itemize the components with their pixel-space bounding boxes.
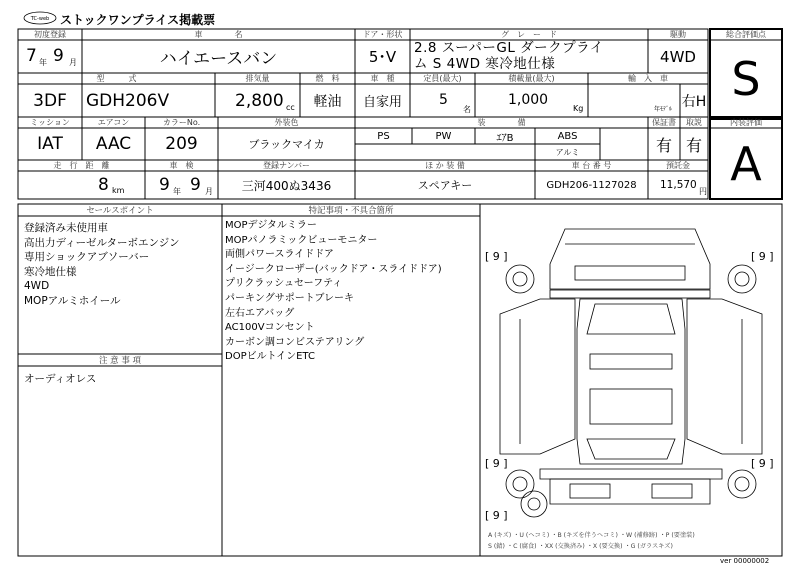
first-registration [18,40,82,73]
hdr-capacity: 定員(最大) [423,74,462,83]
hdr-model-type: 型 式 [96,74,137,83]
hdr-total-score: 総合評価点 [726,30,766,39]
equip-pw: PW [435,131,452,142]
warranty: 有 [655,135,672,155]
displacement [215,84,300,117]
hdr-aircon: エアコン [97,118,130,127]
other-equipment: スペアキー [417,179,473,192]
legend-line-1: A (キズ) ・U (ヘコミ) ・B (キズを伴うヘコミ) ・W (補修跡) ・P (要塗装) [488,532,695,539]
hdr-vin: 車 台 番 号 [571,161,612,170]
hdr-drive: 駆動 [670,30,686,39]
drive: 4WD [660,47,696,66]
hdr-deposit: 預託金 [666,161,690,170]
car-name: ハイエースバン [159,49,278,69]
manual: 有 [685,135,702,155]
capacity [410,84,475,117]
vin: GDH206-1127028 [546,179,637,191]
hdr-door-shape: ドア・形状 [362,30,403,39]
hdr-warranty: 保証書 [652,118,676,127]
hdr-car-name: 車 名 [194,30,243,39]
interior-score: A [730,136,762,191]
displacement-value: 2,800 [235,91,284,111]
legend-line-2: S (錆) ・C (腐食) ・XX (交換済み) ・X (要交換) ・G (ガラスキズ) [488,543,673,550]
model-prefix: 3DF [33,90,67,111]
hdr-other-equipment: ほ か 装 備 [425,161,465,170]
inspection-year: 9 [159,175,170,195]
equip-airbag: ｴｱB [496,133,514,144]
hdr-displacement: 排気量 [245,74,270,83]
notes-header: 注 意 事 項 [98,356,142,366]
grade-line-2: ム S 4WD 寒冷地仕様 [414,56,556,72]
page-title: ストックワンプライス掲載票 [60,13,216,27]
load-value: 1,000 [508,92,549,108]
equip-alumi: アルミ [555,148,580,157]
hdr-plate: 登録ナンバー [262,161,311,170]
equip-ps: PS [377,131,390,142]
logo-text: TC-web [30,16,50,22]
mission: IAT [37,134,63,154]
grade-line-1: 2.8 スーパーGL ダークプライ [414,40,604,56]
mileage-unit: km [112,186,125,195]
hdr-grade: グ レ ー ド [501,30,557,39]
reg-nen: 年 [39,58,47,67]
load-capacity [475,84,588,117]
hdr-inspection: 車 検 [169,161,194,170]
hdr-first-registration: 初度登録 [34,30,66,39]
deposit-value: 11,570 [660,179,697,191]
reg-tsuki: 月 [69,58,77,67]
mileage [18,171,145,199]
reg-month: 9 [53,46,64,66]
inspection-tsuki: 月 [205,187,213,196]
total-score: S [731,52,761,106]
deposit [648,171,708,199]
inspection-nen: 年 [173,187,181,196]
inspection-month: 9 [190,175,201,195]
inspection [145,171,218,199]
exterior-color: ブラックマイカ [248,138,325,151]
aircon: AAC [95,134,132,154]
plate-number: 三河400ぬ3436 [241,178,332,193]
hdr-manual: 取説 [686,118,702,127]
grade [414,40,646,73]
damage-diagram [480,204,782,556]
hdr-fuel: 燃 料 [315,74,340,83]
hdr-mission: ミッション [30,118,70,127]
equip-abs: ABS [557,131,578,142]
fuel: 軽油 [313,93,342,110]
selling-points: 登録済み未使用車 高出力ディーゼルターボエンジン 専用ショックアブソーバー 寒冷地仕様 4WD MOPアルミホイール [24,222,180,307]
load-unit: Kg [573,104,584,113]
selling-points-header: セールスポイント [86,206,154,216]
hdr-load: 積載量(最大) [508,74,555,83]
capacity-value: 5 [439,92,448,108]
tread-rear-left: [ 9 ] [485,457,508,470]
hdr-color-no: カラーNo. [162,118,201,127]
door-shape: 5･V [368,48,397,66]
tread-front-right: [ 9 ] [751,250,774,263]
hdr-import: 輸 入 車 [628,74,668,83]
model-code: GDH206V [86,90,170,111]
deposit-unit: 円 [699,187,707,196]
tread-front-left: [ 9 ] [485,250,508,263]
handle-side: 右H [681,93,707,110]
reg-year: 7 [26,46,37,66]
hdr-interior-score: 内装評価 [730,118,762,127]
hdr-mileage: 走 行 距 離 [53,161,110,170]
usage: 自家用 [362,95,402,110]
model-year-label: 年ﾓﾃﾞﾙ [654,106,673,113]
special-notes-header: 特記事項・不具合箇所 [308,206,394,216]
color-no: 209 [165,134,198,154]
hdr-equipment: 装 備 [477,118,526,127]
hdr-usage: 車 種 [370,74,395,83]
special-notes: MOPデジタルミラー MOPパノラミックビューモニター 両側パワースライドドア イージークローザー(バックドア・スライドドア) プリクラッシュセーフティ パーキングサポートブレーキ 左右エアバッグ AC100Vコンセント カーボン調コンビステアリング DOPビルトインETC [225,220,442,363]
notes: オーディオレス [24,373,97,385]
mileage-value: 8 [98,175,109,195]
tread-rear-right: [ 9 ] [751,457,774,470]
hdr-exterior-color: 外装色 [274,118,299,127]
tread-spare: [ 9 ] [485,509,508,522]
displacement-unit: cc [286,103,295,112]
version: ver 00000002 [720,557,770,565]
capacity-unit: 名 [463,105,471,114]
